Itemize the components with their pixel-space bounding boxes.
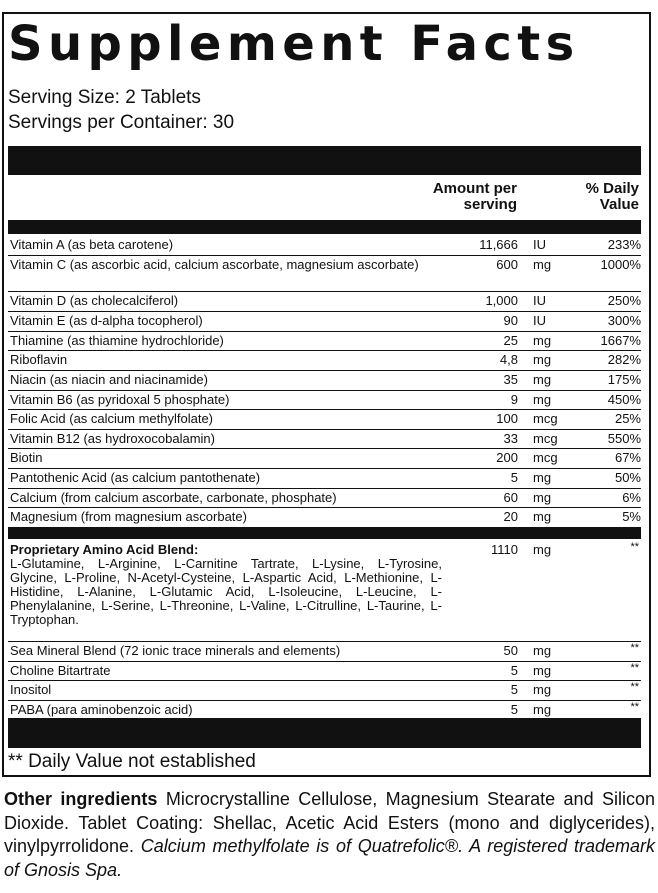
nutrient-unit: mcg [533,450,558,465]
table-row [8,681,641,701]
nutrient-amount: 5 [510,470,518,485]
blend-title: Proprietary Amino Acid Blend: [10,542,199,557]
nutrient-daily-value: ** [630,642,639,654]
nutrient-daily-value: 6% [622,490,641,505]
trademark-note: Calcium methylfolate is of Quatrefolic®. A registered trademark of Gnosis Spa. [4,836,655,880]
serving-size: Serving Size: 2 Tablets [8,87,201,108]
nutrient-unit: mg [533,333,552,348]
nutrient-amount: 9 [510,392,518,407]
nutrient-daily-value: 300% [607,313,641,328]
nutrient-unit: mcg [533,411,558,426]
blend-description [10,543,442,627]
nutrient-daily-value: ** [630,681,639,693]
thick-divider-bottom [8,719,641,748]
blend-daily-value: ** [630,541,639,553]
nutrient-daily-value: 5% [622,509,641,524]
nutrient-unit: mg [533,372,552,387]
nutrient-name: Vitamin A (as beta carotene) [10,237,174,252]
nutrient-daily-value: ** [630,662,639,674]
nutrient-daily-value: 67% [614,450,641,465]
nutrient-name: Folic Acid (as calcium methylfolate) [10,411,214,426]
dv-header-line2: Value [599,196,639,213]
nutrient-name: Vitamin B12 (as hydroxocobalamin) [10,431,215,446]
table-row [8,430,641,449]
nutrient-daily-value: 233% [607,237,641,252]
table-row [8,371,641,391]
amount-header-line1: Amount per [432,180,517,197]
nutrient-amount: 60 [503,490,518,505]
nutrient-unit: mcg [533,431,558,446]
nutrient-amount: 5 [510,682,518,697]
table-row [8,449,641,469]
table-row [8,312,641,332]
table-row [8,391,641,410]
nutrient-unit: mg [533,352,552,367]
table-row [8,701,641,719]
nutrient-name: Vitamin B6 (as pyridoxal 5 phosphate) [10,392,230,407]
nutrient-amount: 90 [503,313,518,328]
amount-header-line2: serving [463,196,517,213]
table-row [8,410,641,430]
panel-title: Supplement Facts [8,16,580,72]
blend-unit: mg [533,542,552,557]
nutrient-amount: 25 [503,333,518,348]
nutrient-name: Magnesium (from magnesium ascorbate) [10,509,247,524]
nutrient-amount: 1,000 [485,293,518,308]
nutrient-daily-value: 25% [614,411,641,426]
table-row [8,489,641,508]
nutrient-unit: IU [533,313,546,328]
nutrient-unit: IU [533,293,546,308]
nutrient-name: Vitamin D (as cholecalciferol) [10,293,179,308]
nutrient-unit: mg [533,702,552,717]
nutrient-amount: 11,666 [479,237,518,252]
table-row [8,642,641,662]
nutrient-unit: mg [533,257,552,272]
nutrient-amount: 100 [496,411,518,426]
nutrient-unit: mg [533,392,552,407]
other-ingredients-label: Other ingredients [4,789,158,809]
nutrient-name: Niacin (as niacin and niacinamide) [10,372,208,387]
nutrient-name: Vitamin C (as ascorbic acid, calcium ascorbate, magnesium ascorbate) [10,257,419,272]
nutrient-unit: mg [533,643,552,658]
table-row [8,236,641,256]
thick-divider-vitamins [8,528,641,539]
nutrient-unit: mg [533,509,552,524]
nutrient-name: Calcium (from calcium ascorbate, carbonate, phosphate) [10,490,337,505]
dv-header-line1: % Daily [585,180,639,197]
table-row [8,508,641,528]
nutrient-name: PABA (para aminobenzoic acid) [10,702,193,717]
nutrient-daily-value: 50% [614,470,641,485]
nutrient-amount: 20 [503,509,518,524]
other-ingredients [4,788,655,882]
nutrient-amount: 5 [510,702,518,717]
proprietary-blend-row [8,540,641,642]
nutrient-amount: 200 [496,450,518,465]
nutrient-unit: mg [533,470,552,485]
nutrient-daily-value: 175% [607,372,641,387]
nutrient-name: Choline Bitartrate [10,663,111,678]
nutrient-name: Thiamine (as thiamine hydrochloride) [10,333,224,348]
thick-divider-header [8,220,641,234]
nutrient-daily-value: 282% [607,352,641,367]
other-ingredients-text: Microcrystalline Cellulose, Magnesium Stearate and Silicon Dioxide. Tablet Coating: Shellac, Acetic Acid Esters (mono and diglycerides), vinylpyrrolidone. [4,789,655,857]
nutrient-unit: mg [533,682,552,697]
nutrient-amount: 33 [503,431,518,446]
table-row [8,469,641,489]
table-row [8,332,641,351]
nutrient-daily-value: 450% [607,392,641,407]
thick-divider-top [8,146,641,175]
nutrient-unit: IU [533,237,546,252]
nutrient-daily-value: ** [630,701,639,713]
amount-header [433,181,517,213]
blend-ingredients: L-Glutamine, L-Arginine, L-Carnitine Tartrate, L-Lysine, L-Tyrosine, Glycine, L-Proline, N-Acetyl-Cysteine, L-Aspartic Acid, L-Methionine, L-Histidine, L-Alanine, L-Glutamic Acid, L-Isoleucine, L-Leucine, L-Phenylalanine, L-Serine, L-Threonine, L-Valine, L-Citrulline, L-Taurine, L-Tryptophan. [10,556,442,627]
blend-amount: 1110 [491,542,518,557]
nutrient-daily-value: 250% [607,293,641,308]
table-row [8,351,641,371]
nutrient-amount: 5 [510,663,518,678]
nutrient-name: Inositol [10,682,52,697]
nutrient-unit: mg [533,663,552,678]
nutrient-amount: 35 [503,372,518,387]
table-row [8,292,641,312]
nutrient-name: Biotin [10,450,43,465]
nutrient-name: Vitamin E (as d-alpha tocopherol) [10,313,203,328]
servings-per-container: Servings per Container: 30 [8,112,235,133]
nutrient-amount: 4,8 [499,352,518,367]
nutrient-name: Pantothenic Acid (as calcium pantothenate) [10,470,261,485]
footnote: ** Daily Value not established [8,751,256,772]
nutrient-amount: 600 [496,257,518,272]
nutrient-name: Sea Mineral Blend (72 ionic trace minerals and elements) [10,643,341,658]
table-row [8,662,641,681]
nutrient-daily-value: 1667% [600,333,641,348]
nutrient-name: Riboflavin [10,352,68,367]
nutrient-daily-value: 550% [607,431,641,446]
nutrient-amount: 50 [503,643,518,658]
nutrient-daily-value: 1000% [600,257,641,272]
table-row [8,256,641,292]
daily-value-header [586,181,639,213]
nutrient-unit: mg [533,490,552,505]
